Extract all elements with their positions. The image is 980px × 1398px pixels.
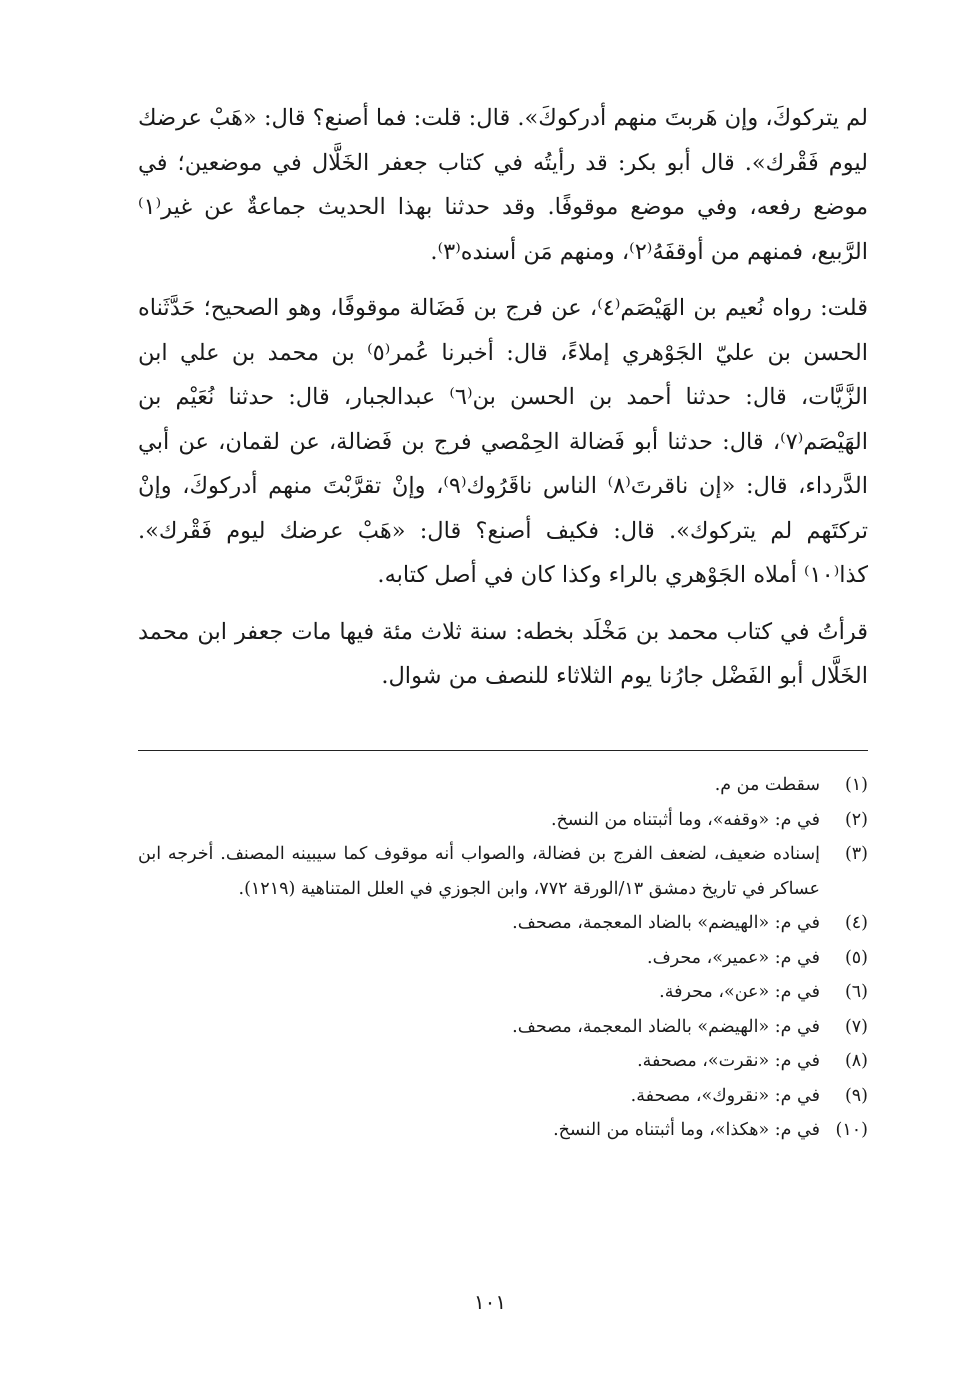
footnote: [138, 941, 868, 976]
footnote: [138, 1044, 868, 1079]
footnotes-list: [138, 768, 868, 1148]
footnote-number: (٤): [844, 913, 868, 933]
footnote-text: في م: «عمير»، محرف.: [647, 947, 820, 968]
footnote: [138, 803, 868, 838]
footnote-number: (٨): [844, 1051, 868, 1071]
footnote: [138, 1079, 868, 1114]
footnote-number: (٥): [844, 947, 868, 968]
footnote: [138, 906, 868, 941]
paragraph: لم يتركوكَ، وإن هَربتَ منهم أدركوكَ». قال: قلت: فما أصنع؟ قال: «هَبْ عرضك ليوم فَقْرك». قال أبو بكر: قد رأيتُه في كتاب جعفر الخَلَّال في موضعين؛ في موضع رفعه، وفي موضع موقوفًا. وقد حدثنا بهذا الحديث جماعةٌ عن غير⁽١⁾ الرَّبيع، فمنهم من أوقفَهُ⁽٢⁾، ومنهم مَن أسنده⁽٣⁾.: [138, 105, 868, 265]
paragraph: قلت: رواه نُعيم بن الهَيْصَم⁽٤⁾، عن فرج بن فَضَالة موقوفًا، وهو الصحيح؛ حَدَّثَناه الحسن بن عليّ الجَوْهري إملاءً، قال: أخبرنا عُمر⁽٥⁾ بن محمد بن علي ابن الزَّيَّات، قال: حدثنا أحمد بن الحسن بن⁽٦⁾ عبدالجبار، قال: حدثنا نُعَيْم بن الهَيْصَم⁽٧⁾، قال: حدثنا أبو فَضالة الحِمْصي فرج بن فَضالة، عن لقمان، عن أبي الدَّرداء، قال: «إن ناقرتَ⁽٨⁾ الناس ناقَرُوك⁽٩⁾، وإنْ تقرَّبْتَ منهم أدركوكَ، وإنْ تركتَهم لم يتركوك». قال: فكيف أصنع؟ قال: «هَبْ عرضك ليوم فَقْرك». كذا⁽١٠⁾ أملاه الجَوْهري بالراء وكذا كان في أصل كتابه.: [138, 295, 869, 588]
footnote-number: (٩): [844, 1085, 868, 1106]
footnote-text: في م: «وقفه»، وما أثبتناه من النسخ.: [550, 809, 820, 830]
footnote-text: في م: «الهيضم» بالضاد المعجمة، مصحف.: [512, 1016, 820, 1037]
footnote-divider: [138, 750, 868, 751]
footnote: [138, 1010, 868, 1045]
footnote-text: في م: «هكذا»، وما أثبتناه من النسخ.: [553, 1120, 820, 1140]
footnote-text: سقطت من م.: [714, 775, 820, 795]
footnote-text: في م: «الهيضم» بالضاد المعجمة، مصحف.: [512, 913, 820, 933]
footnote-text: في م: «نقرت»، مصحفة.: [637, 1051, 820, 1071]
footnote-number: (٧): [844, 1016, 868, 1037]
footnote-number: (١): [844, 775, 868, 795]
footnote-number: (٢): [844, 809, 868, 830]
footnote-number: (٣): [844, 844, 868, 864]
footnote: [138, 768, 868, 803]
paragraph: قرأتُ في كتاب محمد بن مَخْلَد بخطه: سنة ثلاث مئة فيها مات جعفر ابن محمد الخَلَّال أبو الفَضْل جارُنا يوم الثلاثاء للنصف من شوال.: [138, 618, 868, 689]
page-number: ١٠١: [473, 1290, 507, 1314]
footnote-number: (٦): [844, 982, 868, 1002]
footnote-text: إسناده ضعيف، لضعف الفرج بن فضالة، والصواب أنه موقوف كما سيبينه المصنف. أخرجه ابن عساكر في تاريخ دمشق ١٣/الورقة ٧٧٢، وابن الجوزي في العلل المتناهية (١٢١٩).: [138, 844, 820, 899]
main-text: [138, 96, 868, 711]
footnote: [138, 1113, 868, 1148]
footnote-text: في م: «عن»، محرفة.: [659, 982, 820, 1002]
footnote-text: في م: «نقروك»، مصحفة.: [630, 1085, 820, 1106]
footnote: [138, 837, 868, 906]
footnote: [138, 975, 868, 1010]
footnote-number: (١٠): [835, 1120, 868, 1140]
